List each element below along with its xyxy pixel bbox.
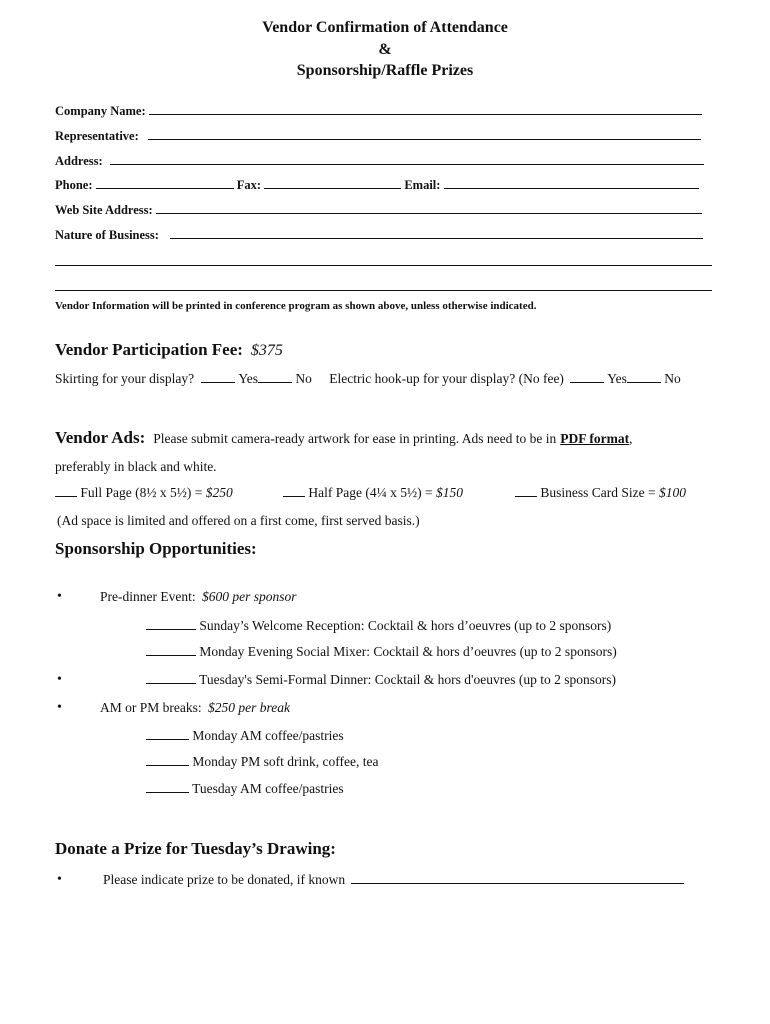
- address-label: Address:: [55, 154, 103, 168]
- electric-question: Electric hook-up for your display? (No fee): [329, 371, 564, 386]
- phone-fax-email-row: [55, 177, 699, 193]
- skirting-no-label: No: [295, 371, 312, 386]
- representative-field[interactable]: [148, 128, 701, 140]
- representative-row: [55, 128, 701, 144]
- company-name-label: Company Name:: [55, 104, 146, 118]
- predinner-price: $600 per sponsor: [201, 589, 297, 604]
- company-name-field[interactable]: [149, 103, 702, 115]
- phone-field[interactable]: [96, 177, 234, 189]
- email-field[interactable]: [444, 177, 699, 189]
- break1-blank[interactable]: [146, 728, 189, 740]
- vendor-info-note: Vendor Information will be printed in conference program as shown above, unless otherwise indicated.: [55, 300, 537, 312]
- prize-field[interactable]: [351, 872, 684, 884]
- bullet-predinner: •: [57, 589, 62, 604]
- breaks-row: [100, 700, 290, 716]
- prize-text: Please indicate prize to be donated, if known: [103, 872, 346, 887]
- ads-instructions-cont: preferably in black and white.: [55, 459, 217, 474]
- display-options-row: [55, 371, 681, 387]
- ads-instructions: Please submit camera-ready artwork for ease in printing. Ads need to be in: [153, 431, 557, 446]
- ad-full-page: [55, 485, 233, 501]
- nature-label: Nature of Business:: [55, 228, 159, 242]
- sponsor-option-sunday: [146, 618, 611, 634]
- address-row: [55, 153, 704, 169]
- break-option-3: [146, 781, 344, 797]
- nature-extra-line-2[interactable]: [55, 279, 712, 291]
- business-card-price: $100: [658, 485, 686, 500]
- half-page-label: Half Page (4¼ x 5½) =: [308, 485, 433, 500]
- monday-text: Monday Evening Social Mixer: Cocktail & hors d’oeuvres (up to 2 sponsors): [199, 644, 617, 659]
- half-page-price: $150: [435, 485, 463, 500]
- form-title-line2: &: [378, 41, 392, 58]
- ads-note: (Ad space is limited and offered on a first come, first served basis.): [57, 513, 420, 528]
- fee-row: [55, 340, 283, 360]
- website-row: [55, 202, 702, 218]
- breaks-label: AM or PM breaks:: [100, 700, 202, 715]
- sunday-text: Sunday’s Welcome Reception: Cocktail & hors d’oeuvres (up to 2 sponsors): [199, 618, 612, 633]
- electric-no-blank[interactable]: [627, 371, 661, 383]
- half-page-blank[interactable]: [283, 485, 305, 497]
- break2-blank[interactable]: [146, 754, 189, 766]
- tuesday-text: Tuesday's Semi-Formal Dinner: Cocktail & hors d'oeuvres (up to 2 sponsors): [199, 672, 616, 687]
- fee-amount: $375: [250, 342, 283, 359]
- business-card-blank[interactable]: [515, 485, 537, 497]
- break-option-2: [146, 754, 378, 770]
- prize-row: [103, 872, 684, 888]
- nature-extra-line-1[interactable]: [55, 254, 712, 266]
- company-name-row: [55, 103, 702, 119]
- ad-half-page: [283, 485, 463, 501]
- skirting-yes-label: Yes: [238, 371, 259, 386]
- prize-heading: Donate a Prize for Tuesday’s Drawing:: [55, 839, 336, 858]
- nature-row: [55, 227, 703, 243]
- predinner-label: Pre-dinner Event:: [100, 589, 196, 604]
- full-page-blank[interactable]: [55, 485, 77, 497]
- bullet-prize: •: [57, 872, 62, 887]
- electric-no-label: No: [664, 371, 681, 386]
- electric-yes-label: Yes: [607, 371, 627, 386]
- form-title-line3: Sponsorship/Raffle Prizes: [296, 62, 474, 79]
- ads-comma: ,: [629, 431, 633, 446]
- bullet-tuesday: •: [57, 672, 62, 687]
- ad-business-card: [515, 485, 686, 501]
- tuesday-blank[interactable]: [146, 672, 196, 684]
- break1-text: Monday AM coffee/pastries: [192, 728, 344, 743]
- sponsorship-heading: Sponsorship Opportunities:: [55, 539, 257, 558]
- representative-label: Representative:: [55, 129, 139, 143]
- sponsor-option-tuesday: [146, 672, 616, 688]
- electric-yes-blank[interactable]: [570, 371, 604, 383]
- form-title-line1: Vendor Confirmation of Attendance: [262, 19, 508, 36]
- fee-heading: Vendor Participation Fee:: [55, 340, 243, 359]
- pdf-format-text: PDF format: [560, 431, 630, 446]
- fax-label: Fax:: [236, 178, 262, 192]
- full-page-price: $250: [205, 485, 233, 500]
- skirting-no-blank[interactable]: [258, 371, 292, 383]
- ads-heading: Vendor Ads:: [55, 428, 146, 447]
- break3-blank[interactable]: [146, 781, 189, 793]
- business-card-label: Business Card Size =: [540, 485, 656, 500]
- predinner-row: [100, 589, 297, 605]
- email-label: Email:: [404, 178, 441, 192]
- sunday-blank[interactable]: [146, 618, 196, 630]
- sponsor-option-monday: [146, 644, 617, 660]
- ads-row: [55, 428, 632, 448]
- website-field[interactable]: [156, 202, 702, 214]
- phone-label: Phone:: [55, 178, 93, 192]
- full-page-label: Full Page (8½ x 5½) =: [80, 485, 203, 500]
- monday-blank[interactable]: [146, 644, 196, 656]
- break3-text: Tuesday AM coffee/pastries: [192, 781, 344, 796]
- nature-field[interactable]: [170, 227, 703, 239]
- bullet-breaks: •: [57, 700, 62, 715]
- skirting-question: Skirting for your display?: [55, 371, 195, 386]
- website-label: Web Site Address:: [55, 203, 153, 217]
- fax-field[interactable]: [264, 177, 401, 189]
- breaks-price: $250 per break: [208, 700, 290, 715]
- break2-text: Monday PM soft drink, coffee, tea: [192, 754, 379, 769]
- skirting-yes-blank[interactable]: [201, 371, 235, 383]
- address-field[interactable]: [110, 153, 704, 165]
- break-option-1: [146, 728, 344, 744]
